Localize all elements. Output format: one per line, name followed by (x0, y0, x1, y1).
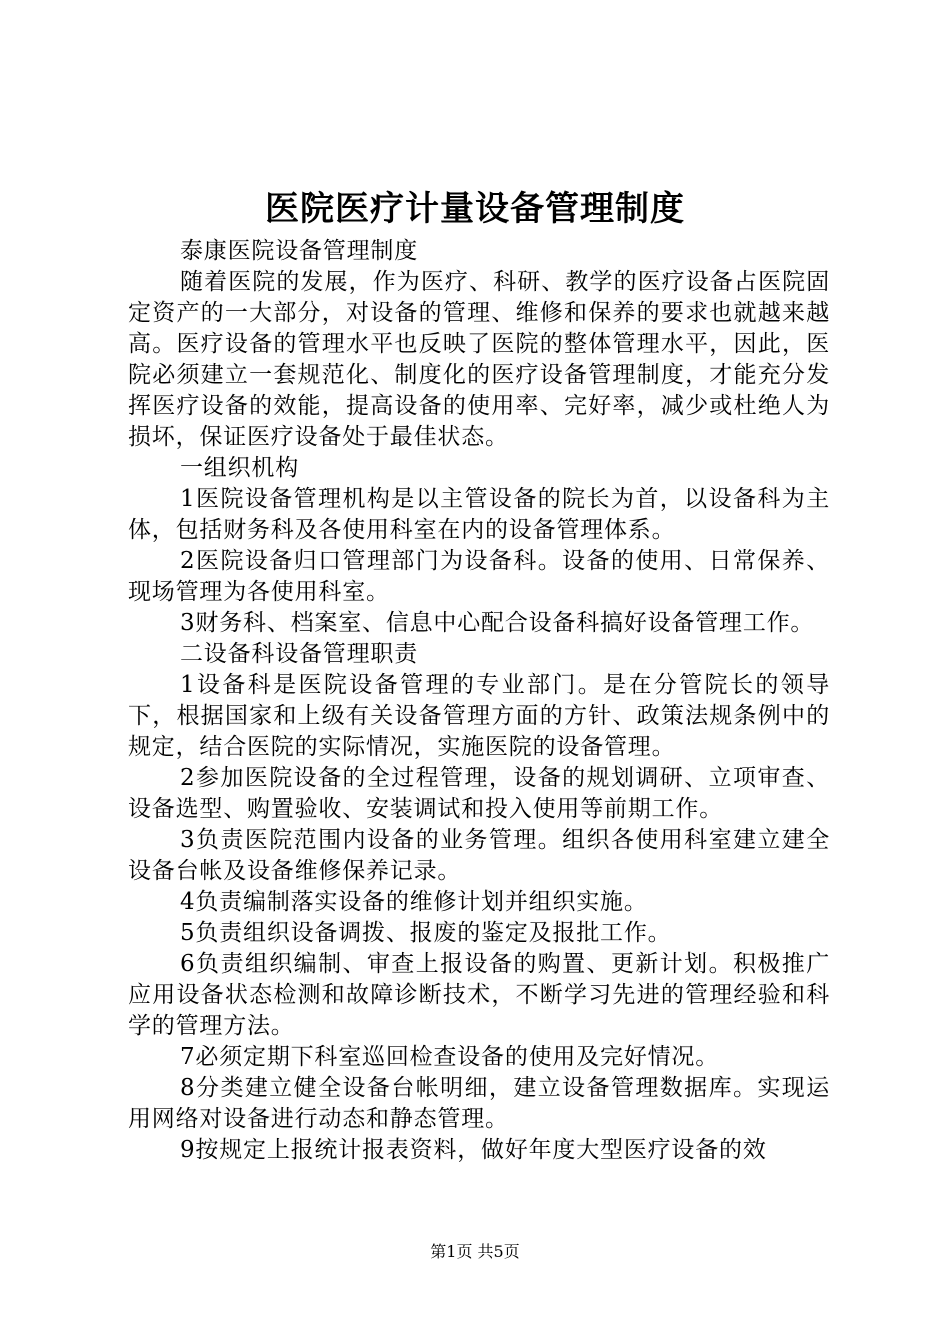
paragraph-item: 2医院设备归口管理部门为设备科。设备的使用、日常保养、现场管理为各使用科室。 (128, 548, 830, 605)
paragraph-item: 1医院设备管理机构是以主管设备的院长为首，以设备科为主体，包括财务科及各使用科室在内的设备管理体系。 (128, 486, 830, 543)
document-title: 医院医疗计量设备管理制度 (265, 189, 685, 229)
paragraph-item: 3负责医院范围内设备的业务管理。组织各使用科室建立建全设备台帐及设备维修保养记录。 (128, 827, 830, 884)
paragraph-item: 5负责组织设备调拨、报废的鉴定及报批工作。 (180, 920, 672, 946)
paragraph-item: 1设备科是医院设备管理的专业部门。是在分管院长的领导下，根据国家和上级有关设备管理方面的方针、政策法规条例中的规定，结合医院的实际情况，实施医院的设备管理。 (128, 672, 830, 760)
paragraph-hospital-name: 泰康医院设备管理制度 (180, 238, 418, 264)
paragraph-item: 2参加医院设备的全过程管理，设备的规划调研、立项审查、设备选型、购置验收、安装调试和投入使用等前期工作。 (128, 765, 830, 822)
paragraph-item: 7必须定期下科室巡回检查设备的使用及完好情况。 (180, 1044, 720, 1070)
paragraph-item: 4负责编制落实设备的维修计划并组织实施。 (180, 889, 648, 915)
paragraph-item: 3财务科、档案室、信息中心配合设备科搞好设备管理工作。 (180, 610, 815, 636)
document-body (128, 236, 830, 1166)
section-heading-responsibilities: 二设备科设备管理职责 (180, 641, 418, 667)
paragraph-item: 6负责组织编制、审查上报设备的购置、更新计划。积极推广应用设备状态检测和故障诊断技术，不断学习先进的管理经验和科学的管理方法。 (128, 951, 830, 1039)
paragraph-item: 9按规定上报统计报表资料，做好年度大型医疗设备的效 (180, 1137, 767, 1163)
section-heading-organization: 一组织机构 (180, 455, 299, 481)
paragraph-introduction: 随着医院的发展，作为医疗、科研、教学的医疗设备占医院固定资产的一大部分，对设备的管理、维修和保养的要求也就越来越高。医疗设备的管理水平也反映了医院的整体管理水平，因此，医院必须建立一套规范化、制度化的医疗设备管理制度，才能充分发挥医疗设备的效能，提高设备的使用率、完好率，减少或杜绝人为损坏，保证医疗设备处于最佳状态。 (128, 269, 830, 450)
page-number-footer: 第1页 共5页 (430, 1242, 520, 1261)
paragraph-item: 8分类建立健全设备台帐明细，建立设备管理数据库。实现运用网络对设备进行动态和静态管理。 (128, 1075, 830, 1132)
